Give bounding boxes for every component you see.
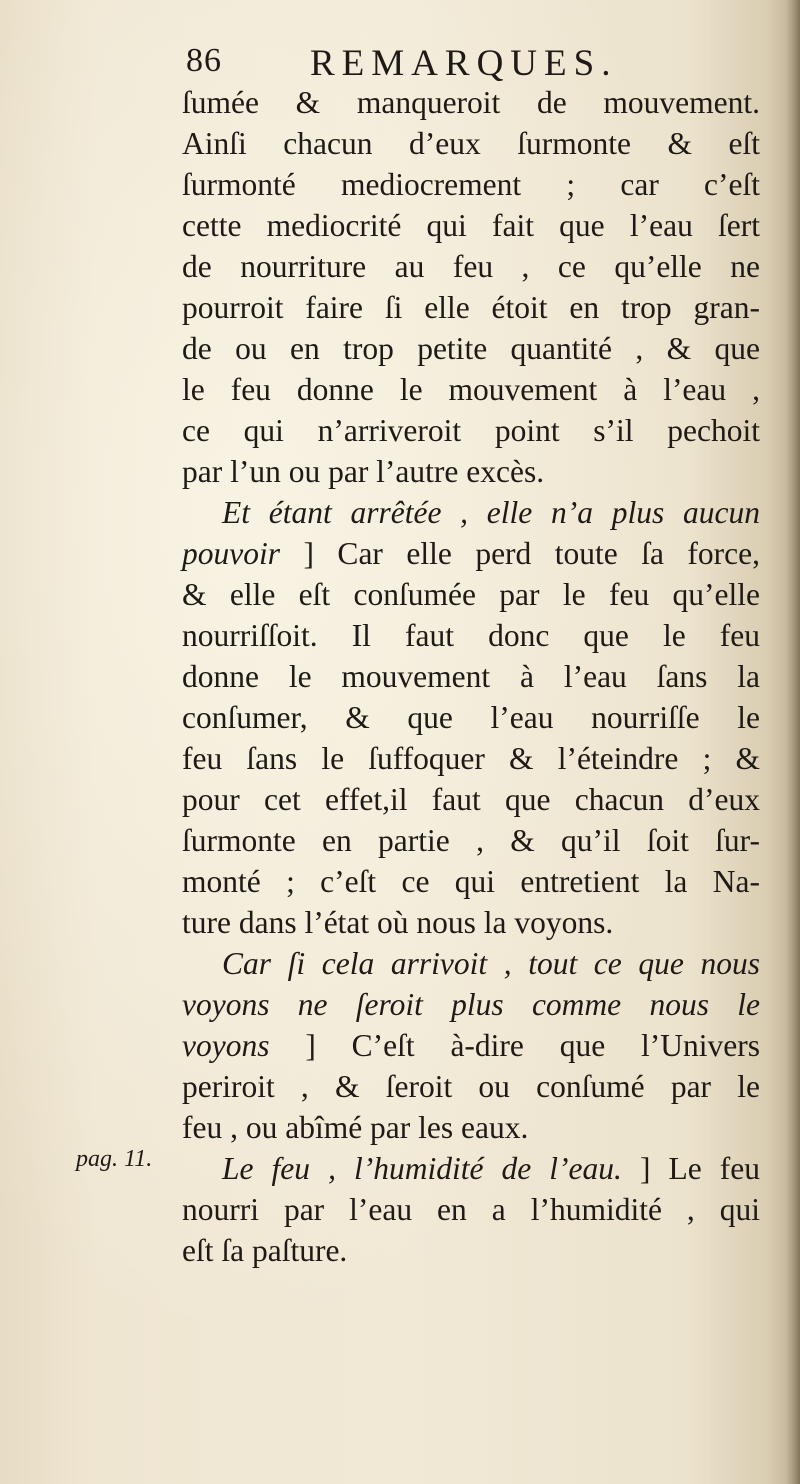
text-line	[182, 1148, 760, 1189]
text-line	[182, 984, 760, 1025]
text-line	[182, 123, 760, 164]
text-line	[182, 902, 760, 943]
italic-segment: Car ſi cela arrivoit , tout ce que nous	[222, 946, 760, 981]
text-segment: ſurmonté mediocrement ; car c’eſt	[182, 167, 760, 202]
text-segment: feu , ou abîmé par les eaux.	[182, 1110, 529, 1145]
text-line	[182, 287, 760, 328]
text-segment: periroit , & ſeroit ou conſumé par le	[182, 1069, 760, 1104]
text-line	[182, 943, 760, 984]
text-line	[182, 1107, 760, 1148]
italic-segment: Le feu , l’humidité de l’eau.	[222, 1151, 622, 1186]
text-segment: ſurmonte en partie , & qu’il ſoit ſur-	[182, 823, 760, 858]
page-gutter-shadow	[786, 0, 800, 1484]
text-segment: monté ; c’eſt ce qui entretient la Na-	[182, 864, 760, 899]
text-line	[182, 697, 760, 738]
text-line	[182, 574, 760, 615]
page-number: 86	[186, 42, 222, 79]
text-segment: Ainſi chacun d’eux ſurmonte & eſt	[182, 126, 760, 161]
text-segment: pourroit faire ſi elle étoit en trop gran-	[182, 290, 760, 325]
italic-segment: Et étant arrêtée , elle n’a plus aucun	[222, 495, 760, 530]
text-segment: & elle eſt conſumée par le feu qu’elle	[182, 577, 760, 612]
text-segment: de nourriture au feu , ce qu’elle ne	[182, 249, 760, 284]
text-segment: ce qui n’arriveroit point s’il pechoit	[182, 413, 760, 448]
text-line	[182, 533, 760, 574]
text-line	[182, 451, 760, 492]
text-line	[182, 656, 760, 697]
text-line	[182, 1230, 760, 1271]
text-segment: conſumer, & que l’eau nourriſſe le	[182, 700, 760, 735]
text-line	[182, 164, 760, 205]
text-line	[182, 410, 760, 451]
running-head: REMARQUES.	[310, 43, 618, 84]
text-line	[182, 328, 760, 369]
text-segment: ] Car elle perd toute ſa force,	[280, 536, 760, 571]
text-segment: ] C’eſt à-dire que l’Univers	[269, 1028, 760, 1063]
text-line	[182, 82, 760, 123]
italic-segment: voyons	[182, 1028, 270, 1063]
text-line	[182, 1066, 760, 1107]
text-line	[182, 861, 760, 902]
italic-segment: voyons ne ſeroit plus comme nous le	[182, 987, 760, 1022]
text-segment: ture dans l’état où nous la voyons.	[182, 905, 614, 940]
text-segment: de ou en trop petite quantité , & que	[182, 331, 760, 366]
text-segment: ] Le feu	[621, 1151, 761, 1186]
text-segment: nourriſſoit. Il faut donc que le feu	[182, 618, 760, 653]
text-line	[182, 820, 760, 861]
text-segment: ſumée & manqueroit de mouvement.	[182, 85, 760, 120]
text-segment: feu ſans le ſuffoquer & l’éteindre ; &	[182, 741, 760, 776]
text-line	[182, 1025, 760, 1066]
text-segment: par l’un ou par l’autre excès.	[182, 454, 545, 489]
italic-segment: pouvoir	[182, 536, 280, 571]
text-segment: le feu donne le mouvement à l’eau ,	[182, 372, 760, 407]
text-line	[182, 738, 760, 779]
text-segment: nourri par l’eau en a l’humidité , qui	[182, 1192, 760, 1227]
text-line	[182, 492, 760, 533]
text-line	[182, 205, 760, 246]
body-text	[182, 82, 760, 1271]
margin-note: pag. 11.	[76, 1146, 153, 1172]
text-segment: eſt ſa paſture.	[182, 1233, 348, 1268]
text-segment: pour cet effet,il faut que chacun d’eux	[182, 782, 760, 817]
text-segment: donne le mouvement à l’eau ſans la	[182, 659, 760, 694]
text-line	[182, 246, 760, 287]
text-line	[182, 779, 760, 820]
text-line	[182, 615, 760, 656]
text-line	[182, 1189, 760, 1230]
text-segment: cette mediocrité qui fait que l’eau ſert	[182, 208, 760, 243]
text-line	[182, 369, 760, 410]
